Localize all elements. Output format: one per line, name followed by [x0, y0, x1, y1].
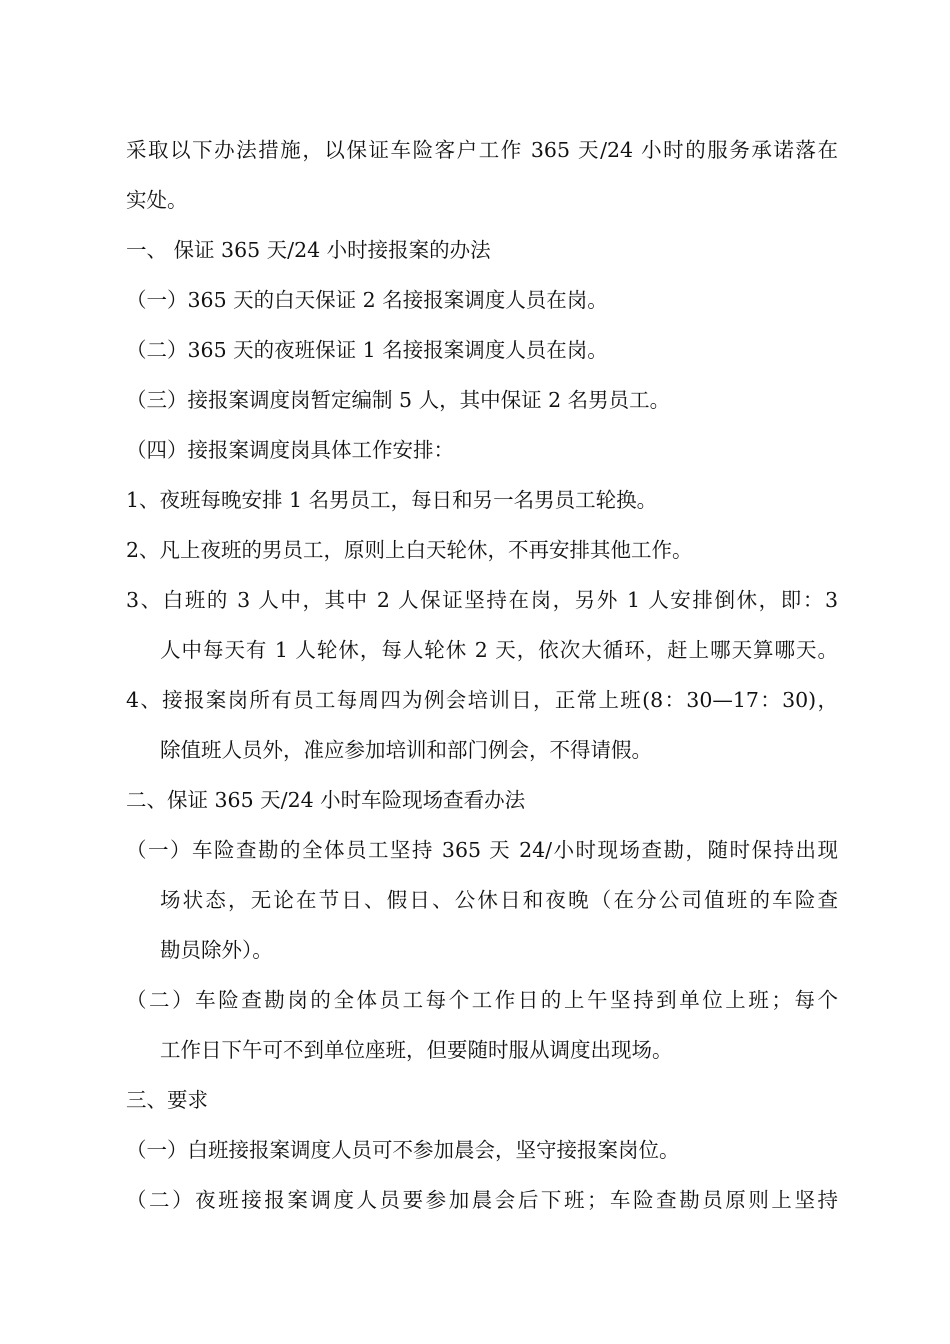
list-item-continuation: 除值班人员外，准应参加培训和部门例会，不得请假。: [160, 738, 652, 762]
list-item: （一）365 天的白天保证 2 名接报案调度人员在岗。: [126, 288, 608, 312]
paragraph-line: 采取以下办法措施，以保证车险客户工作 365 天/24 小时的服务承诺落在: [126, 138, 838, 162]
list-item: 3、白班的 3 人中，其中 2 人保证坚持在岗，另外 1 人安排倒休，即：3: [126, 588, 838, 612]
list-item: （二）365 天的夜班保证 1 名接报案调度人员在岗。: [126, 338, 608, 362]
section-heading: 二、保证 365 天/24 小时车险现场查看办法: [126, 788, 526, 812]
list-item-continuation: 工作日下午可不到单位座班，但要随时服从调度出现场。: [160, 1038, 673, 1062]
list-item-continuation: 勘员除外）。: [160, 938, 273, 962]
list-item: （二）车险查勘岗的全体员工每个工作日的上午坚持到单位上班；每个: [126, 988, 838, 1012]
list-item: （二）夜班接报案调度人员要参加晨会后下班；车险查勘员原则上坚持: [126, 1188, 838, 1212]
list-item: （一）白班接报案调度人员可不参加晨会，坚守接报案岗位。: [126, 1138, 680, 1162]
section-heading: 一、 保证 365 天/24 小时接报案的办法: [126, 238, 491, 262]
list-item: （四）接报案调度岗具体工作安排：: [126, 438, 454, 462]
list-item-continuation: 人中每天有 1 人轮休，每人轮休 2 天，依次大循环，赶上哪天算哪天。: [160, 638, 838, 662]
list-item: （一）车险查勘的全体员工坚持 365 天 24/小时现场查勘，随时保持出现: [126, 838, 838, 862]
list-item: 1、夜班每晚安排 1 名男员工，每日和另一名男员工轮换。: [126, 488, 658, 512]
document-body: [126, 125, 838, 1225]
list-item: 2、凡上夜班的男员工，原则上白天轮休，不再安排其他工作。: [126, 538, 693, 562]
paragraph-line: 实处。: [126, 188, 188, 212]
section-heading: 三、要求: [126, 1088, 208, 1112]
list-item: （三）接报案调度岗暂定编制 5 人，其中保证 2 名男员工。: [126, 388, 671, 412]
list-item-continuation: 场状态，无论在节日、假日、公休日和夜晚（在分公司值班的车险查: [160, 888, 838, 912]
list-item: 4、接报案岗所有员工每周四为例会培训日，正常上班(8：30—17：30)，: [126, 688, 838, 712]
